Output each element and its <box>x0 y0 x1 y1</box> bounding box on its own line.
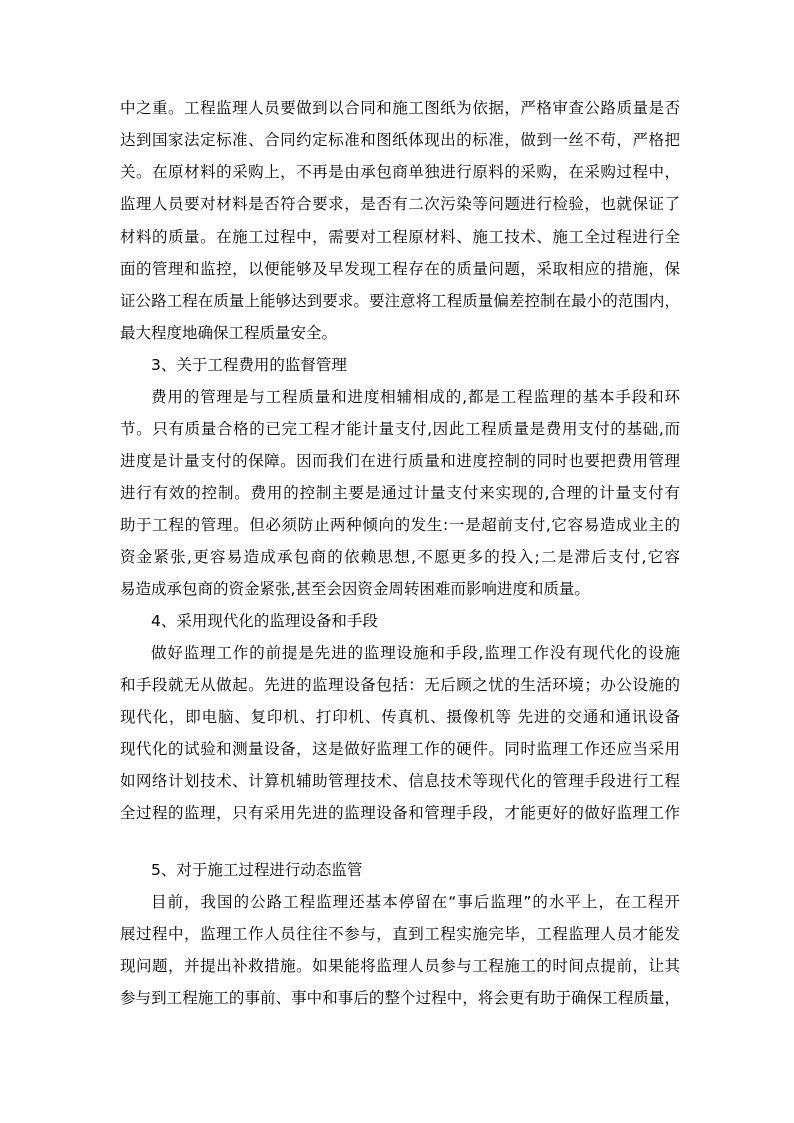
para2-line: 易造成承包商的资金紧张,甚至会因资金周转困难而影响进度和质量。 <box>120 580 590 598</box>
para2-line: 资金紧张,更容易造成承包商的依赖思想,不愿更多的投入;二是滞后支付,它容 <box>120 548 680 566</box>
para1-line: 中之重。工程监理人员要做到以合同和施工图纸为依据，严格审查公路质量是否 <box>120 99 680 117</box>
para4-line: 目前，我国的公路工程监理还基本停留在“事后监理”的水平上，在工程开 <box>151 893 680 911</box>
para2-line: 进行有效的控制。费用的控制主要是通过计量支付来实现的,合理的计量支付有 <box>120 484 680 502</box>
para1-line: 最大程度地确保工程质量安全。 <box>120 324 338 342</box>
section-heading-4: 4、采用现代化的监理设备和手段 <box>151 612 378 630</box>
para1-line: 监理人员要对材料是否符合要求，是否有二次污染等问题进行检验，也就保证了 <box>120 195 680 213</box>
para1-line: 面的管理和监控，以便能够及早发现工程存在的质量问题，采取相应的措施，保 <box>120 260 680 278</box>
para1-line: 达到国家法定标准、合同约定标准和图纸体现出的标准，做到一丝不苟，严格把 <box>120 131 680 149</box>
para2-line: 费用的管理是与工程质量和进度相辅相成的,都是工程监理的基本手段和环 <box>151 388 680 406</box>
para4-line: 展过程中，监理工作人员往往不参与，直到工程实施完毕，工程监理人员才能发 <box>120 925 680 943</box>
section-heading-5: 5、对于施工过程进行动态监管 <box>151 861 363 879</box>
para2-line: 节。只有质量合格的已完工程才能计量支付,因此工程质量是费用支付的基础,而 <box>120 420 680 438</box>
para1-line: 证公路工程在质量上能够达到要求。要注意将工程质量偏差控制在最小的范围内， <box>120 292 680 310</box>
para3-line: 全过程的监理，只有采用先进的监理设备和管理手段，才能更好的做好监理工作 <box>120 804 680 822</box>
para3-line: 做好监理工作的前提是先进的监理设施和手段,监理工作没有现代化的设施 <box>151 644 680 662</box>
para3-line: 和手段就无从做起。先进的监理设备包括：无后顾之忧的生活环境；办公设施的 <box>120 676 680 694</box>
para1-line: 关。在原材料的采购上，不再是由承包商单独进行原料的采购，在采购过程中， <box>120 163 680 181</box>
para2-line: 助于工程的管理。但必须防止两种倾向的发生:一是超前支付,它容易造成业主的 <box>120 516 680 534</box>
section-heading-3: 3、关于工程费用的监督管理 <box>151 356 347 374</box>
para3-line: 如网络计划技术、计算机辅助管理技术、信息技术等现代化的管理手段进行工程 <box>120 772 680 790</box>
para3-line: 现代化的试验和测量设备，这是做好监理工作的硬件。同时监理工作还应当采用 <box>120 740 680 758</box>
para3-line: 现代化，即电脑、复印机、打印机、传真机、摄像机等 先进的交通和通讯设备 <box>120 708 680 726</box>
para4-line: 参与到工程施工的事前、事中和事后的整个过程中，将会更有助于确保工程质量， <box>120 989 680 1007</box>
para4-line: 现问题，并提出补救措施。如果能将监理人员参与工程施工的时间点提前，让其 <box>120 957 680 975</box>
para1-line: 材料的质量。在施工过程中，需要对工程原材料、施工技术、施工全过程进行全 <box>120 228 680 246</box>
para2-line: 进度是计量支付的保障。因而我们在进行质量和进度控制的同时也要把费用管理 <box>120 452 680 470</box>
